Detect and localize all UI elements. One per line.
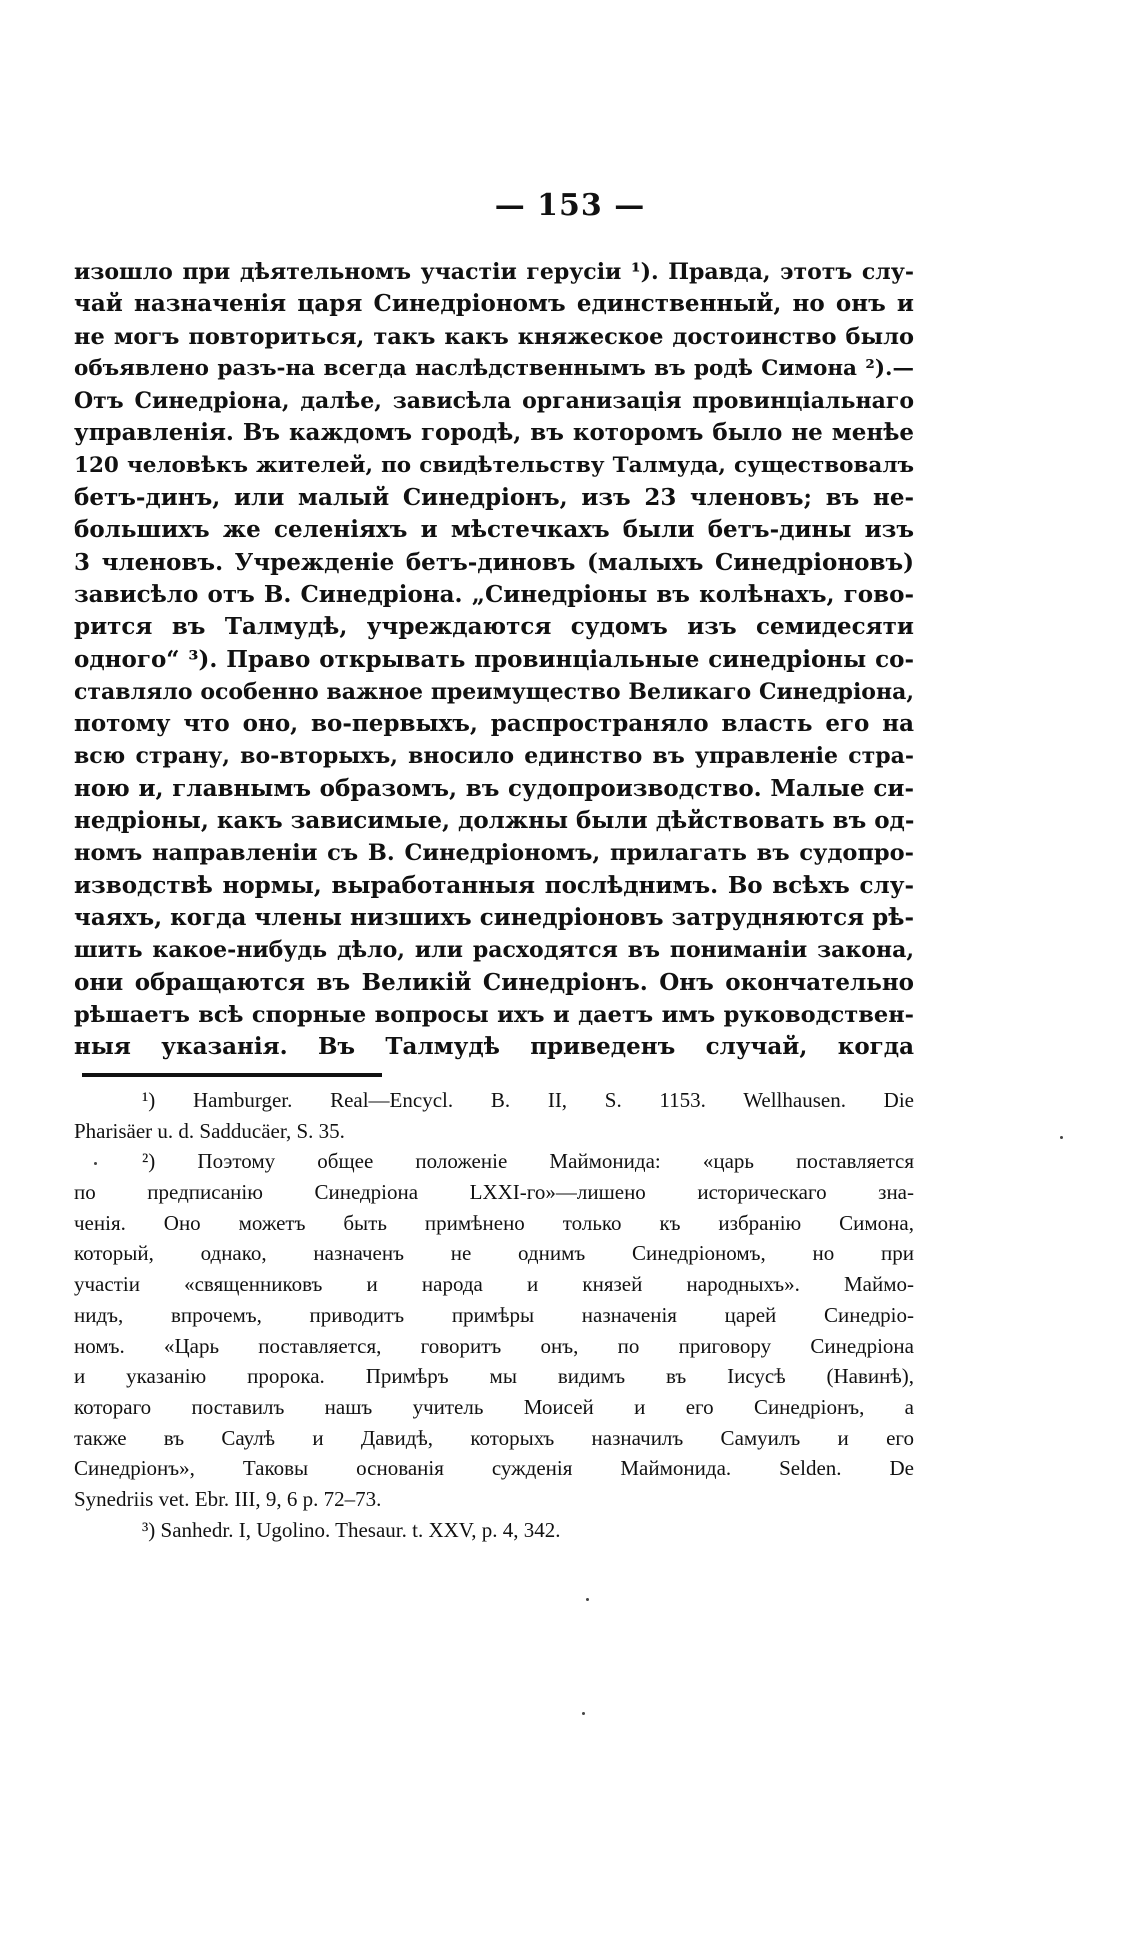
text-line: бетъ-динъ, или малый Синедріонъ, изъ 23 членовъ; въ не-: [74, 484, 914, 512]
text-line: номъ направленіи съ В. Синедріономъ, прилагать въ судопро-: [74, 840, 914, 867]
footnote-line: ³) Sanhedr. I, Ugolino. Thesaur. t. XXV, p. 4, 342.: [142, 1517, 561, 1542]
text-line: они обращаются въ Великій Синедріонъ. Онъ окончательно: [74, 968, 914, 996]
text-line: рится въ Талмудѣ, учреждаются судомъ изъ семидесяти: [74, 613, 914, 641]
footnote-line: и указанію пророка. Примѣръ мы видимъ въ Іисусѣ (Навинѣ),: [74, 1364, 914, 1389]
text-line: ставляло особенно важное преимущество Великаго Синедріона,: [74, 678, 914, 705]
footnote-divider: [82, 1073, 382, 1077]
footnote-line: Синедріонъ», Таковы основанія сужденія Маймонида. Selden. De: [74, 1456, 914, 1481]
text-line: всю страну, во-вторыхъ, вносило единство въ управленіе стра-: [74, 743, 914, 770]
text-line: изошло при дѣятельномъ участіи герусіи ¹). Правда, этотъ слу-: [74, 259, 914, 285]
text-line: зависѣло отъ В. Синедріона. „Синедріоны въ колѣнахъ, гово-: [74, 580, 914, 608]
print-speck: [94, 1162, 97, 1165]
text-line: рѣшаетъ всѣ спорные вопросы ихъ и даетъ имъ руководствен-: [74, 1001, 914, 1028]
print-speck: [582, 1712, 585, 1715]
text-line: 3 членовъ. Учрежденіе бетъ-диновъ (малыхъ Синедріоновъ): [74, 548, 914, 576]
text-line: ною и, главнымъ образомъ, въ судопроизводство. Малые си-: [74, 774, 914, 802]
text-line: 120 человѣкъ жителей, по свидѣтельству Талмуда, существовалъ: [74, 452, 914, 478]
main-text-block: [74, 256, 914, 1063]
footnote-line: участіи «священниковъ и народа и князей народныхъ». Маймо-: [74, 1272, 914, 1297]
footnote-line: номъ. «Царь поставляется, говоритъ онъ, по приговору Синедріона: [74, 1333, 914, 1358]
text-line: чай назначенія царя Синедріономъ единственный, но онъ и: [74, 290, 914, 318]
text-line: одного“ ³). Право открывать провинціальные синедріоны со-: [74, 645, 914, 673]
text-line: потому что оно, во-первыхъ, распространяло власть его на: [74, 710, 914, 738]
text-line: Отъ Синедріона, далѣе, зависѣла организація провинціальнаго: [74, 388, 914, 415]
footnotes-block: [74, 1085, 914, 1545]
text-line: шить какое-нибудь дѣло, или расходятся въ пониманіи закона,: [74, 937, 914, 964]
footnote-line: ченія. Оно можетъ быть примѣнено только къ избранію Симона,: [74, 1210, 914, 1235]
text-line: объявлено разъ-на всегда наслѣдственнымъ въ родѣ Симона ²).—: [74, 355, 914, 381]
footnote-line: ¹) Hamburger. Real—Encycl. B. II, S. 1153. Wellhausen. Die: [142, 1088, 914, 1112]
print-speck: [586, 1598, 589, 1601]
page-number: — 153 —: [494, 188, 646, 223]
text-line: изводствѣ нормы, выработанныя послѣднимъ. Во всѣхъ слу-: [74, 871, 914, 899]
footnote-line: ²) Поэтому общее положеніе Маймонида: «царь поставляется: [142, 1149, 914, 1174]
footnote-line: Pharisäer u. d. Sadducäer, S. 35.: [74, 1118, 345, 1143]
text-line: чаяхъ, когда члены низшихъ синедріоновъ затрудняются рѣ-: [74, 903, 914, 931]
text-line: ныя указанія. Въ Талмудѣ приведенъ случай, когда: [74, 1033, 914, 1061]
text-line: недріоны, какъ зависимые, должны были дѣйствовать въ од-: [74, 807, 915, 835]
print-speck: [1060, 1136, 1063, 1139]
footnote-line: нидъ, впрочемъ, приводитъ примѣры назначенія царей Синедріо-: [74, 1302, 914, 1327]
text-line: не могъ повториться, такъ какъ княжеское достоинство было: [74, 323, 914, 350]
footnote-line: также въ Саулѣ и Давидѣ, которыхъ назначилъ Самуилъ и его: [74, 1425, 914, 1450]
footnote-line: котораго поставилъ нашъ учитель Моисей и его Синедріонъ, а: [74, 1394, 914, 1419]
footnote-line: по предписанію Синедріона LXXI-го»—лишено историческаго зна-: [74, 1180, 914, 1205]
footnote-line: Synedriis vet. Ebr. III, 9, 6 p. 72–73.: [74, 1486, 382, 1511]
text-line: управленія. Въ каждомъ городѣ, въ которомъ было не менѣе: [74, 419, 914, 447]
footnote-line: который, однако, назначенъ не однимъ Синедріономъ, но при: [74, 1241, 914, 1266]
text-line: большихъ же селеніяхъ и мѣстечкахъ были бетъ-дины изъ: [74, 516, 914, 544]
